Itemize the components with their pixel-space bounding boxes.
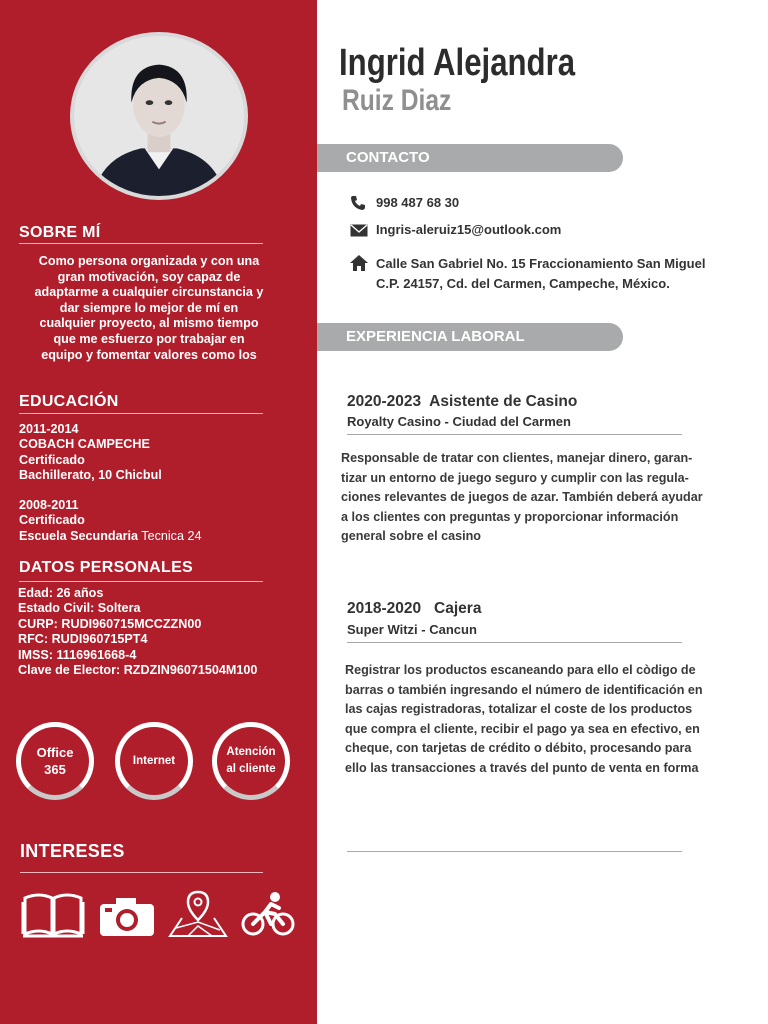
education-detail (19, 529, 202, 544)
about-line: adaptarme a cualquier circunstancia y (34, 285, 264, 300)
job-company: Royalty Casino - Ciudad del Carmen (347, 414, 571, 429)
personal-heading: DATOS PERSONALES (19, 559, 194, 576)
phone-icon (350, 195, 366, 211)
personal-divider (19, 581, 263, 582)
job-role: Cajera (434, 600, 482, 617)
job-description (341, 449, 703, 547)
description-line: a los clientes con preguntas y proporcionar información (341, 509, 679, 524)
personal-item: CURP: RUDI960715MCCZZN00 (18, 616, 202, 631)
experience-section-bar (317, 323, 623, 351)
personal-item: Estado Civil: Soltera (18, 601, 141, 616)
skill-circle-customer-service (212, 722, 290, 800)
education-heading: EDUCACIÓN (19, 393, 119, 410)
education-entry (19, 498, 202, 544)
education-entry (19, 422, 162, 484)
description-line: barras o también ingresando el número de identificación en (345, 682, 703, 697)
cycling-icon (241, 890, 295, 938)
contact-heading: CONTACTO (346, 149, 430, 166)
skill-circle-internet (115, 722, 193, 800)
skill-label: Office (36, 745, 74, 760)
education-divider (19, 413, 263, 414)
job-title (347, 600, 481, 618)
about-text (18, 254, 280, 363)
skill-label: al cliente (226, 763, 276, 775)
address-line: C.P. 24157, Cd. del Carmen, Campeche, México. (376, 276, 670, 291)
skill-label: Internet (132, 754, 176, 767)
skill-label: Atención (226, 746, 276, 758)
job-company: Super Witzi - Cancun (347, 622, 477, 637)
description-line: tizar un entorno de juego seguro y cumplir con las regula- (341, 470, 689, 485)
personal-data (18, 586, 257, 678)
job-divider (347, 642, 682, 643)
address-line: Calle San Gabriel No. 15 Fraccionamiento San Miguel (376, 256, 706, 271)
about-line: dar siempre lo mejor de mí en (59, 300, 239, 315)
about-line: cualquier proyecto, al mismo tiempo (39, 316, 259, 331)
experience-heading: EXPERIENCIA LABORAL (346, 328, 525, 345)
description-line: ciones relevantes de juegos de azar. También deberá ayudar (341, 490, 703, 505)
book-icon (21, 890, 85, 938)
education-detail: Bachillerato, 10 Chicbul (19, 468, 162, 483)
phone-number: 998 487 68 30 (376, 195, 460, 210)
education-detail-bold: Escuela Secundaria (19, 528, 139, 543)
education-level: Certificado (19, 513, 85, 528)
job-description (345, 661, 703, 779)
about-heading: SOBRE MÍ (19, 224, 101, 241)
main-content (317, 0, 768, 1024)
description-line: Registrar los productos escaneando para ello el còdigo de (345, 663, 696, 677)
camera-icon (98, 896, 156, 938)
description-line: ello las transacciones a través del punto de venta en forma (345, 760, 699, 775)
about-divider (19, 243, 263, 244)
about-line: gran motivación, soy capaz de (57, 269, 241, 284)
description-line: las cajas registradoras, totalizar el coste de los productos (345, 702, 693, 717)
portrait-image (74, 36, 244, 196)
last-name: Ruiz Diaz (342, 84, 452, 117)
education-years: 2008-2011 (19, 498, 79, 512)
email-address: Ingris-aleruiz15@outlook.com (376, 222, 562, 237)
mail-icon (350, 224, 368, 238)
education-level: Certificado (19, 452, 85, 467)
job-title (347, 393, 577, 411)
about-line: Como persona organizada y con una (38, 254, 260, 268)
interests-divider (20, 872, 263, 873)
first-name: Ingrid Alejandra (339, 42, 576, 84)
personal-item: Edad: 26 años (18, 586, 104, 600)
sidebar (0, 0, 317, 1024)
home-icon (350, 255, 368, 271)
about-line: que me esfuerzo por trabajar en (53, 331, 245, 346)
personal-item: Clave de Elector: RZDZIN96071504M100 (18, 663, 258, 678)
personal-item: IMSS: 1116961668-4 (18, 647, 137, 662)
education-detail-plain: Tecnica 24 (138, 528, 202, 543)
about-line: equipo y fomentar valores como los (41, 347, 257, 362)
job-years: 2018-2020 (347, 600, 422, 617)
skill-circle-office (16, 722, 94, 800)
education-years: 2011-2014 (19, 422, 79, 436)
personal-item: RFC: RUDI960715PT4 (18, 632, 148, 647)
description-line: cheque, con tarjetas de crédito o débito, procesando para (345, 741, 692, 756)
job-role: Asistente de Casino (429, 393, 578, 410)
interests-heading: INTERESES (20, 841, 125, 861)
skill-label: 365 (44, 762, 66, 777)
description-line: que compra el cliente, recibir el pago ya sea en efectivo, en (345, 721, 700, 736)
job-years: 2020-2023 (347, 393, 422, 410)
map-pin-icon (168, 890, 228, 938)
description-line: general sobre el casino (341, 529, 481, 544)
profile-photo (70, 32, 248, 200)
description-line: Responsable de tratar con clientes, manejar dinero, garan- (341, 451, 693, 465)
job-divider (347, 434, 682, 435)
bottom-divider (347, 851, 682, 852)
education-school: COBACH CAMPECHE (19, 437, 150, 452)
contact-section-bar (317, 144, 623, 172)
